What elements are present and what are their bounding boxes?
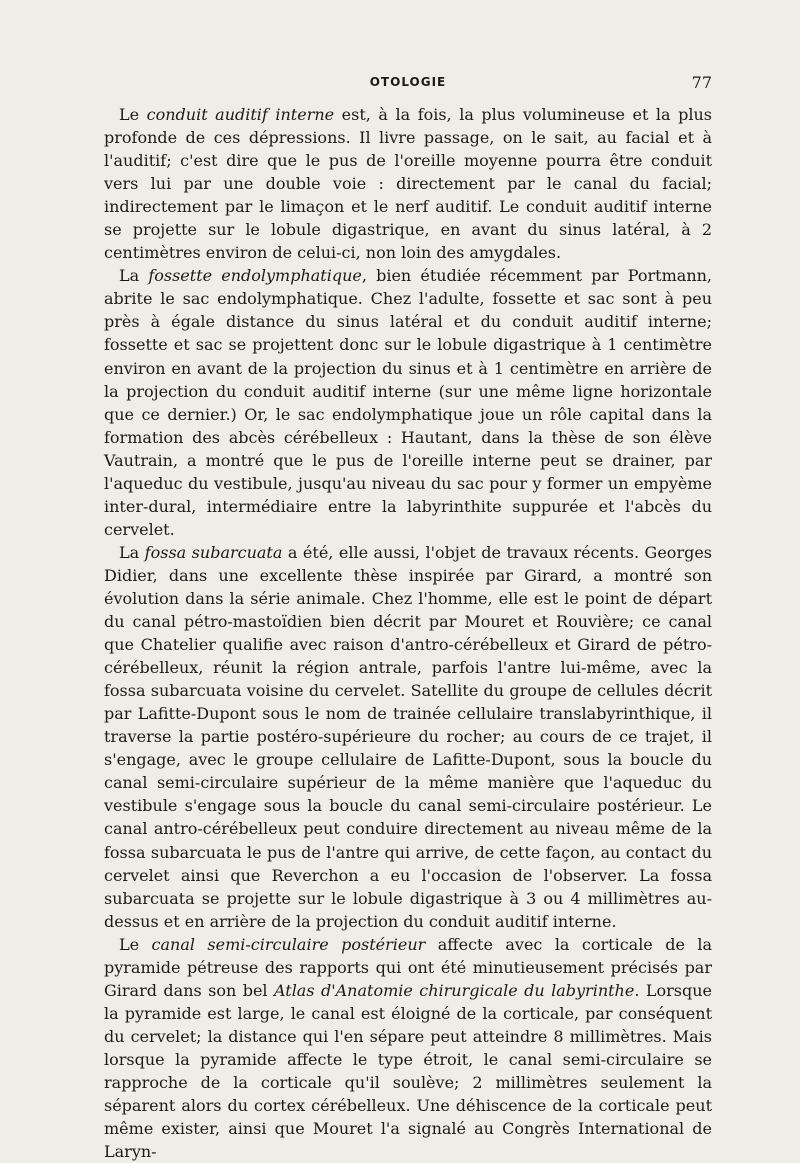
paragraph-text: est, à la fois, la plus volumineuse et la plus profonde de ces dépressions. Il livre passage, on le sait, au facial et à l'auditif; c'est dire que le pus de l'oreille moyenne pourra être conduit vers lui par une double voie : directement par le canal du facial; indirectement par le limaçon et le nerf auditif. Le conduit auditif interne se projette sur le lobule digastrique, en avant du sinus latéral, à 2 centimètres environ de celui-ci, non loin des amygdales. bbox=[104, 105, 713, 263]
paragraph-fossa-subarcuata bbox=[104, 541, 712, 933]
paragraph-text: Le bbox=[119, 934, 152, 954]
page-header bbox=[104, 73, 712, 95]
page-number: 77 bbox=[691, 73, 712, 92]
paragraph-canal-semi-circulaire bbox=[104, 933, 712, 1163]
italic-term: fossa subarcuata bbox=[144, 542, 283, 562]
italic-term: conduit auditif interne bbox=[146, 105, 335, 124]
paragraph-text: a été, elle aussi, l'objet de travaux récents. Georges Didier, dans une excellente thèse inspirée par Girard, a montré son évolution dans la série animale. Chez l'homme, elle est le point de départ du canal pétro-mastoïdien bien décrit par Mouret et Rouvière; ce canal que Chatelier qualifie avec raison d'antro-cérébelleux et Girard de pétro-cérébelleux, réunit la région antrale, parfois l'antre lui-même, avec la fossa subarcuata voisine du cervelet. Satellite du groupe de cellules décrit par Lafitte-Dupont sous le nom de trainée cellulaire translabyrinthique, il traverse la partie postéro-supérieure du rocher; au cours de ce trajet, il s'engage, avec le groupe cellulaire de Lafitte-Dupont, sous la boucle du canal semi-circulaire supérieur de la même manière que l'aqueduc du vestibule s'engage sous la boucle du canal semi-circulaire postérieur. Le canal antro-cérébelleux peut conduire directement au niveau même de la fossa subarcuata le pus de l'antre qui arrive, de cette façon, au contact du cervelet ainsi que Reverchon a eu l'occasion de l'observer. La fossa subarcuata se projette sur le lobule digastrique à 3 ou 4 millimètres au-dessus et en arrière de la projection du conduit auditif interne. bbox=[104, 542, 713, 931]
body-text bbox=[104, 103, 712, 1163]
running-head: OTOLOGIE bbox=[369, 75, 447, 89]
italic-term: fossette endolymphatique bbox=[148, 266, 362, 286]
paragraph-text: affecte avec la corticale de la pyramide pétreuse des rapports qui ont été minutieusement précisés par Girard dans son bel bbox=[104, 934, 712, 1000]
paragraph-conduit-auditif bbox=[104, 103, 712, 264]
paragraph-text: , bien étudiée récemment par Portmann, abrite le sac endolymphatique. Chez l'adulte, fossette et sac sont à peu près à égale distance du sinus latéral et du conduit auditif interne; fossette et sac se projettent donc sur le lobule digastrique à 1 centimètre environ en avant de la projection du sinus et à 1 centimètre en arrière de la projection du conduit auditif interne (sur une même ligne horizontale que ce dernier.) Or, le sac endolymphatique joue un rôle capital dans la formation des abcès cérébelleux : Hautant, dans la thèse de son élève Vautrain, a montré que le pus de l'oreille interne peut se drainer, par l'aqueduc du vestibule, jusqu'au niveau du sac pour y former un empyème inter-dural, intermédiaire entre la labyrinthite suppurée et l'abcès du cervelet. bbox=[104, 266, 713, 539]
paragraph-text: La bbox=[119, 542, 145, 562]
paragraph-text: . Lorsque la pyramide est large, le canal est éloigné de la corticale, par conséquent du cervelet; la distance qui l'en sépare peut atteindre 8 millimètres. Mais lorsque la pyramide affecte le type étroit, le canal semi-circulaire se rapproche de la corticale qu'il soulève; 2 millimètres seulement la séparent alors du cortex cérébelleux. Une déhiscence de la corticale peut même exister, ainsi que Mouret l'a signalé au Congrès International de Laryn- bbox=[104, 980, 712, 1162]
italic-term: canal semi-circulaire postérieur bbox=[151, 934, 426, 954]
paragraph-text: Le bbox=[119, 105, 147, 124]
paragraph-fossette-endolymphatique bbox=[104, 264, 712, 541]
italic-title: Atlas d'Anatomie chirurgicale du labyrinthe bbox=[273, 980, 635, 1000]
paragraph-text: La bbox=[119, 266, 149, 286]
